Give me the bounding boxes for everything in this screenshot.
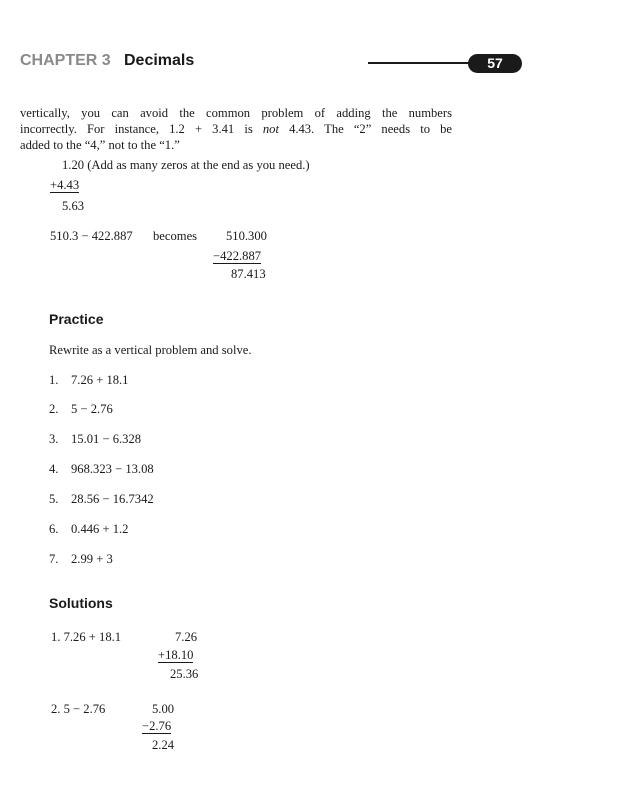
example2-result: 87.413 [231,267,266,281]
intro-paragraph [20,105,452,153]
practice-item-expr: 28.56 − 16.7342 [71,492,154,506]
page-number: 57 [468,54,522,73]
example2-top: 510.300 [226,229,267,243]
practice-item-num: 6. [49,522,59,536]
intro-line: incorrectly. For instance, 1.2 + 3.41 is not 4.43. The “2” needs to be [20,122,452,136]
practice-item-num: 3. [49,432,59,446]
solution-label: 1. 7.26 + 18.1 [51,630,122,644]
solution-result: 2.24 [152,738,175,752]
header-rule [368,62,478,64]
solution-result: 25.36 [170,667,199,681]
solution-top: 7.26 [175,630,198,644]
solution-bottom: −2.76 [142,719,172,733]
practice-instruction: Rewrite as a vertical problem and solve. [49,343,252,357]
practice-item-num: 2. [49,402,59,416]
practice-item-expr: 15.01 − 6.328 [71,432,142,446]
example2-expression: 510.3 − 422.887 [50,229,133,243]
solutions-heading: Solutions [49,595,113,611]
solution-label: 2. 5 − 2.76 [51,702,106,716]
practice-item-expr: 2.99 + 3 [71,552,113,566]
practice-heading: Practice [49,311,104,327]
example2-becomes: becomes [153,229,198,243]
practice-item-expr: 968.323 − 13.08 [71,462,154,476]
practice-item-expr: 0.446 + 1.2 [71,522,129,536]
practice-item-num: 4. [49,462,59,476]
practice-item-num: 5. [49,492,59,506]
example1-result: 5.63 [62,199,85,213]
chapter-label: CHAPTER 3 [20,52,111,69]
example2-bottom: −422.887 [213,249,262,263]
practice-item-num: 1. [49,373,59,387]
chapter-title: Decimals [124,52,195,69]
practice-item-expr: 5 − 2.76 [71,402,113,416]
example1-line1: 1.20 (Add as many zeros at the end as you need.) [62,158,310,172]
practice-item-expr: 7.26 + 18.1 [71,373,129,387]
solution-bottom: +18.10 [158,648,194,662]
solution-top: 5.00 [152,702,175,716]
example1-line2: +4.43 [50,178,80,192]
intro-line: vertically, you can avoid the common problem of adding the numbers [20,106,452,120]
practice-item-num: 7. [49,552,59,566]
emphasis-not: not [262,122,279,136]
intro-line: added to the “4,” not to the “1.” [20,138,180,152]
